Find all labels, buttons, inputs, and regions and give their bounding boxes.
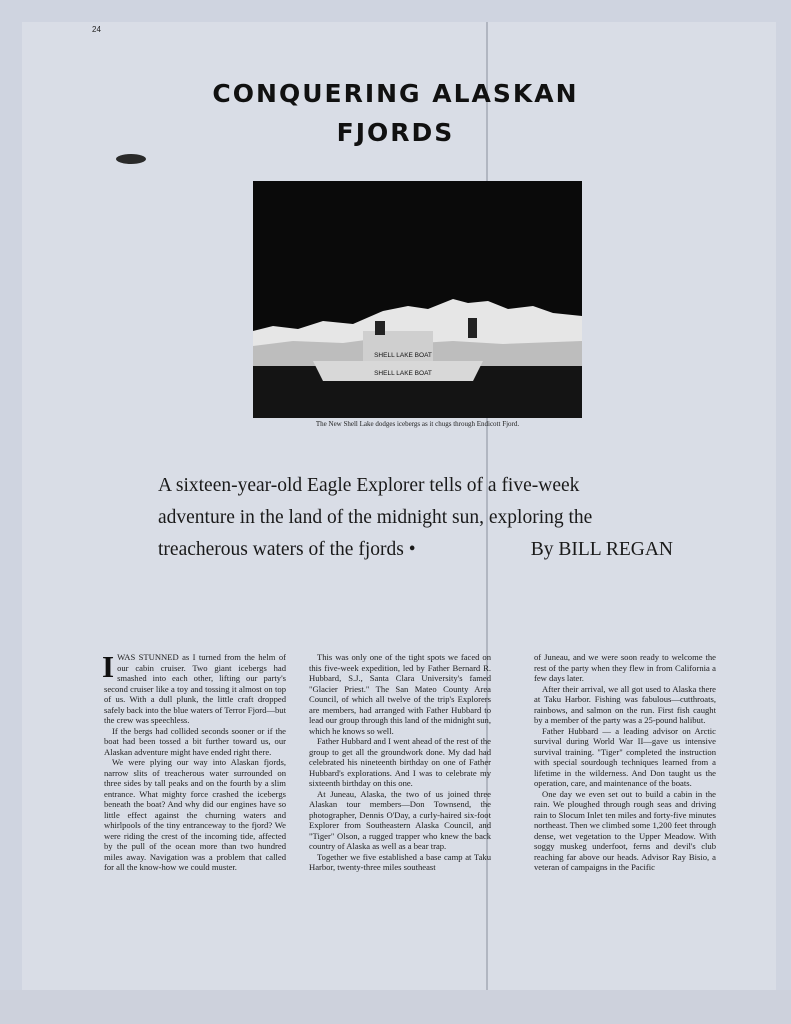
paragraph: WAS STUNNED as I turned from the helm of our cabin cruiser. Two giant icebergs had smashed into each other, lifting our party's second cruiser like a toy and tossing it almost on top of us. With a dull plunk, the little craft dropped safely back into the blue waters of Terror Fjord—but the crew was speechless. [104, 652, 286, 725]
paragraph: Father Hubbard and I went ahead of the rest of the group to get all the groundwork done. My dad had celebrated his nineteenth birthday on one of Father Hubbard's explorations. And I was to celebrate my sixteenth birthday on this one. [309, 736, 491, 788]
body-column-3 [534, 652, 716, 942]
ink-smudge [116, 154, 146, 164]
drop-cap: I [102, 649, 115, 684]
paragraph: of Juneau, and we were soon ready to welcome the rest of the party when they flew in from California a few days later. [534, 652, 716, 683]
paragraph: At Juneau, Alaska, the two of us joined three Alaskan tour members—Don Townsend, the photographer, Dennis O'Day, a curly-haired six-foot Explorer from Southeastern Alaska Council, and "Tiger" Olson, a rugged trapper who knew the back country of Alaska as well as a bear trap. [309, 788, 491, 851]
body-column-1 [102, 649, 286, 942]
boat-label-2: SHELL LAKE BOAT [374, 370, 432, 377]
deck-line-2: adventure in the land of the midnight sun, exploring the [158, 507, 593, 528]
paragraph: Together we five established a base camp at Taku Harbor, twenty-three miles southeast [309, 851, 491, 872]
deck-line-3 [158, 534, 673, 566]
scan-bottom-margin [0, 990, 791, 1024]
article-title-line-2: FJORDS [336, 118, 455, 147]
deck-line-3-text: treacherous waters of the fjords • [158, 539, 416, 560]
page-number: 24 [92, 25, 101, 34]
article-title-line-1: CONQUERING ALASKAN [212, 79, 579, 108]
body-column-2 [309, 652, 491, 942]
paragraph: We were plying our way into Alaskan fjords, narrow slits of treacherous water surrounded on three sides by tall peaks and on the fourth by a slim entrance. What mighty force crashed the icebergs beneath the boat? And why did our engines have so little effect against the churning waters and whirlpools of the tiny entranceway to the fjord? We were riding the crest of the incoming tide, affected by the pull of the ocean more than two hundred miles away. Navigation was a problem that called for all the know-how we could muster. [104, 757, 286, 872]
paragraph: After their arrival, we all got used to Alaska there at Taku Harbor. Fishing was fabulous—cutthroats, rainbows, and salmon on the run. First fish caught by a member of the party was a 25-pound halibut. [534, 683, 716, 725]
byline: By BILL REGAN [530, 539, 673, 560]
deck-line-1: A sixteen-year-old Eagle Explorer tells of a five-week [158, 475, 580, 496]
paragraph: Father Hubbard — a leading advisor on Arctic survival during World War II—gave us intensive survival training. "Tiger" completed the instruction with special sourdough techniques learned from a lifetime in the wilderness. And Don taught us the operation, care, and maintenance of the boats. [534, 725, 716, 788]
article-deck [158, 470, 673, 566]
article-photo [253, 181, 582, 418]
paragraph: If the bergs had collided seconds sooner or if the boat had been tossed a bit further toward us, our Alaskan adventure might have ended right there. [104, 725, 286, 757]
boat-iceberg-illustration [253, 181, 582, 418]
boat-label-1: SHELL LAKE BOAT [374, 352, 432, 359]
paragraph: One day we even set out to build a cabin in the rain. We ploughed through rough seas and driving rain to Slocum Inlet ten miles and forty-five minutes northeast. Then we climbed some 1,200 feet through dense, wet vegetation to the Upper Meadow. With soggy muskeg underfoot, ferns and devil's club reaching far above our heads. Advisor Ray Bisio, a veteran of campaigns in the Pacific [534, 788, 716, 872]
paragraph: This was only one of the tight spots we faced on this five-week expedition, led by Father Bernard R. Hubbard, S.J., Santa Clara University's famed "Glacier Priest." The San Mateo County Area Council, of which all twelve of the trip's Explorers are members, had arranged with Father Hubbard to lead our group through this land of the midnight sun, which he knows so well. [309, 652, 491, 736]
photo-caption: The New Shell Lake dodges icebergs as it chugs through Endicott Fjord. [315, 420, 520, 428]
